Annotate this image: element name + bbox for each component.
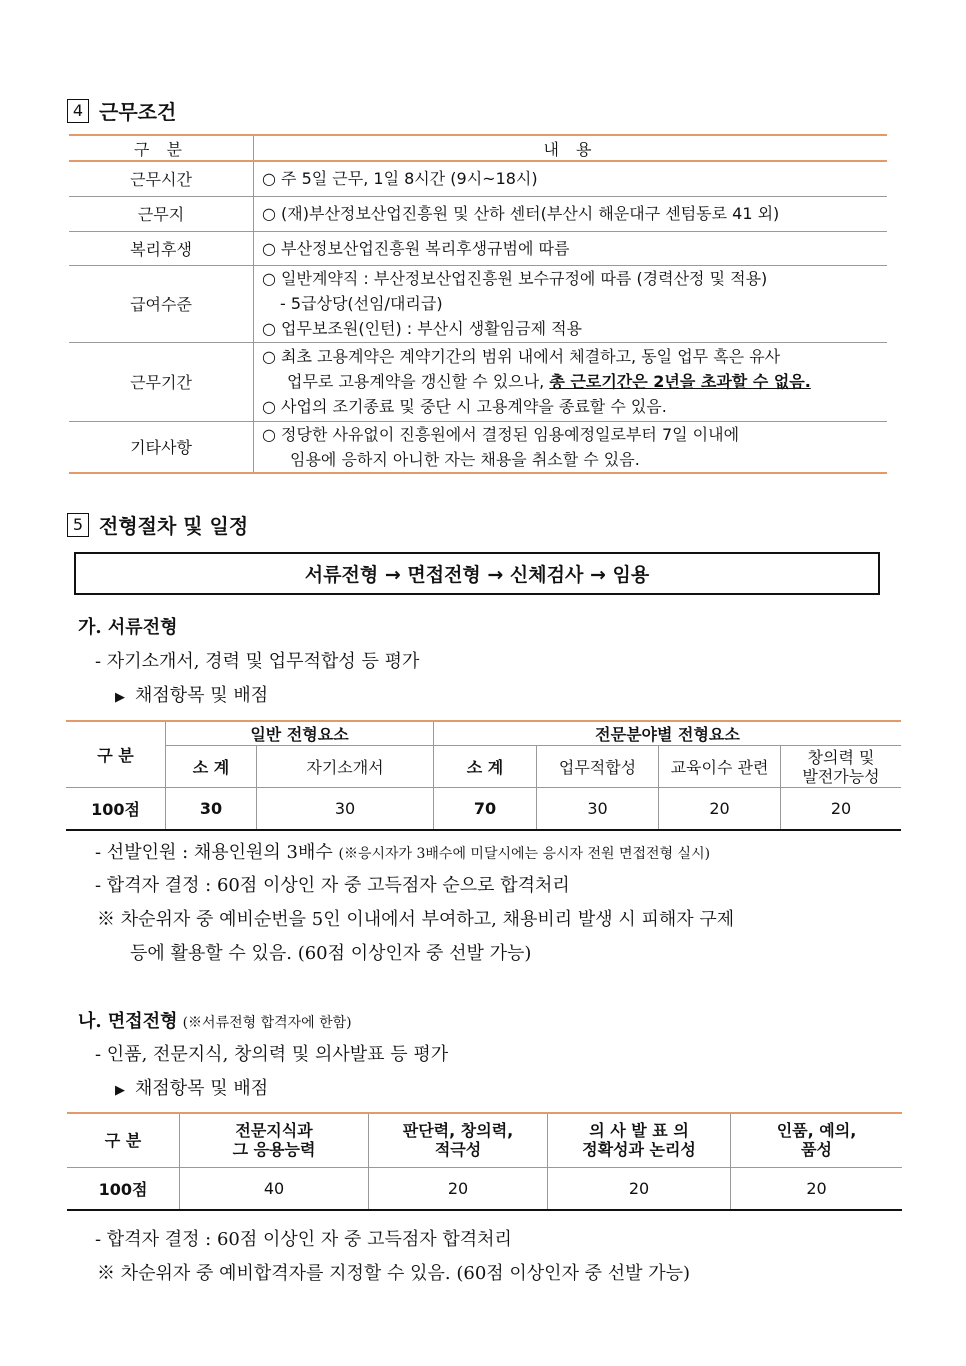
pass-decision-note: - 합격자 결정 : 60점 이상인 자 중 고득점자 순으로 합격처리	[95, 875, 570, 896]
triangle-right-icon: ▶	[115, 690, 125, 705]
row-content	[254, 342, 888, 421]
content-line: ○ 업무보조원(인턴) : 부산시 생활임금제 적용	[262, 319, 583, 338]
row-label: 급여수준	[69, 265, 254, 342]
content-line: 임용에 응하지 아니한 자는 채용을 취소할 수 있음.	[290, 449, 640, 469]
header-line: 그 응용능력	[232, 1140, 316, 1160]
document-screening-line: - 자기소개서, 경력 및 업무적합성 등 평가	[95, 651, 420, 672]
score-cell: 70	[434, 788, 537, 830]
content-line: ○ 사업의 조기종료 및 중단 시 고용계약을 종료할 수 있음.	[262, 397, 667, 416]
score-cell: 30	[166, 788, 257, 830]
score-cell: 30	[537, 788, 659, 830]
document-scoring-table	[66, 720, 901, 831]
content-line: - 5급상당(선임/대리급)	[280, 294, 443, 313]
column-header	[731, 1113, 903, 1167]
process-flow-text: 서류전형 → 면접전형 → 신체검사 → 임용	[304, 564, 650, 586]
interview-scoring-table	[67, 1112, 902, 1211]
reserve-note-line2: 등에 활용할 수 있음. (60점 이상인자 중 선발 가능)	[130, 943, 532, 964]
sub-header: 소 계	[166, 746, 257, 788]
interview-scoring-items	[115, 1074, 268, 1100]
sub-header-line: 발전가능성	[802, 766, 880, 786]
table-header-category: 구 분	[69, 135, 254, 161]
sub-header: 자기소개서	[257, 746, 434, 788]
sub-header	[781, 746, 902, 788]
row-label: 기타사항	[69, 421, 254, 473]
section-5-title	[67, 510, 248, 539]
table-row	[69, 161, 887, 196]
interview-heading	[78, 1007, 352, 1033]
table-row	[69, 231, 887, 265]
row-content: ○ 주 5일 근무, 1일 8시간 (9시~18시)	[254, 161, 888, 196]
score-cell: 100점	[66, 788, 166, 830]
header-line: 전문지식과	[235, 1121, 313, 1141]
content-line: ○ 일반계약직 : 부산정보산업진흥원 보수규정에 따름 (경력산정 및 적용)	[262, 269, 768, 288]
scoring-items-line	[115, 681, 268, 707]
header-line: 적극성	[434, 1140, 482, 1160]
row-content	[254, 265, 888, 342]
score-cell: 100점	[67, 1167, 180, 1210]
table-header-category: 구 분	[67, 1113, 180, 1167]
section-5-heading: 전형절차 및 일정	[99, 514, 249, 538]
scoring-items-label: 채점항목 및 배점	[135, 685, 269, 706]
triangle-right-icon: ▶	[115, 1083, 125, 1098]
score-cell: 20	[731, 1167, 903, 1210]
row-content	[254, 421, 888, 473]
selection-count-note	[95, 838, 710, 864]
sub-header-line: 창의력 및	[807, 747, 875, 767]
table-header-category: 구 분	[66, 721, 166, 788]
header-line: 판단력, 창의력,	[402, 1121, 514, 1141]
section-4-title	[67, 96, 176, 125]
content-text: 업무로 고용계약을 갱신할 수 있으나,	[287, 372, 545, 391]
note-small: (※응시자가 3배수에 미달시에는 응시자 전원 면접전형 실시)	[338, 846, 711, 862]
content-line: ○ 최초 고용계약은 계약기간의 범위 내에서 체결하고, 동일 업무 혹은 유사	[262, 347, 781, 366]
row-label: 근무지	[69, 196, 254, 231]
header-line: 인품, 예의,	[776, 1121, 857, 1141]
section-5-number: 5	[67, 513, 89, 537]
column-header	[180, 1113, 369, 1167]
score-cell: 20	[548, 1167, 731, 1210]
interview-heading-title: 나. 면접전형	[78, 1011, 178, 1032]
interview-reserve-note: ※ 차순위자 중 예비합격자를 지정할 수 있음. (60점 이상인자 중 선발 가능)	[97, 1263, 691, 1284]
work-conditions-table	[69, 134, 887, 474]
group-header-general: 일반 전형요소	[166, 721, 434, 746]
content-line: ○ 정당한 사유없이 진흥원에서 결정된 임용예정일로부터 7일 이내에	[262, 424, 740, 444]
interview-pass-note: - 합격자 결정 : 60점 이상인 자 중 고득점자 합격처리	[95, 1229, 512, 1250]
sub-header: 교육이수 관련	[659, 746, 781, 788]
content-line	[262, 369, 879, 394]
row-label: 근무기간	[69, 342, 254, 421]
note-main: - 선발인원 : 채용인원의 3배수	[95, 842, 339, 863]
table-header-content: 내 용	[254, 135, 888, 161]
score-cell: 40	[180, 1167, 369, 1210]
row-label: 복리후생	[69, 231, 254, 265]
score-cell: 30	[257, 788, 434, 830]
header-line: 의 사 발 표 의	[589, 1121, 689, 1141]
column-header	[369, 1113, 548, 1167]
sub-header: 업무적합성	[537, 746, 659, 788]
score-cell: 20	[781, 788, 902, 830]
table-row	[69, 265, 887, 342]
row-content: ○ (재)부산정보산업진흥원 및 산하 센터(부산시 해운대구 센텀동로 41 외)	[254, 196, 888, 231]
process-flow-box	[74, 552, 880, 595]
interview-heading-note: (※서류전형 합격자에 한함)	[182, 1015, 352, 1031]
row-label: 근무시간	[69, 161, 254, 196]
table-row	[69, 421, 887, 473]
reserve-note-line1: ※ 차순위자 중 예비순번을 5인 이내에서 부여하고, 채용비리 발생 시 피해자 구제	[97, 909, 735, 930]
emphasis-text: 총 근로기간은 2년을 초과할 수 없음.	[549, 372, 811, 391]
section-4-heading: 근무조건	[99, 100, 177, 124]
section-4-number: 4	[67, 99, 89, 123]
header-line: 정확성과 논리성	[582, 1140, 696, 1160]
interview-line: - 인품, 전문지식, 창의력 및 의사발표 등 평가	[95, 1044, 449, 1065]
score-cell: 20	[659, 788, 781, 830]
table-row	[69, 342, 887, 421]
row-content: ○ 부산정보산업진흥원 복리후생규범에 따름	[254, 231, 888, 265]
score-cell: 20	[369, 1167, 548, 1210]
sub-header: 소 계	[434, 746, 537, 788]
table-row	[69, 196, 887, 231]
header-line: 품성	[801, 1140, 832, 1160]
scoring-items-label: 채점항목 및 배점	[135, 1078, 269, 1099]
group-header-specialized: 전문분야별 전형요소	[434, 721, 902, 746]
document-screening-heading: 가. 서류전형	[78, 617, 178, 638]
column-header	[548, 1113, 731, 1167]
